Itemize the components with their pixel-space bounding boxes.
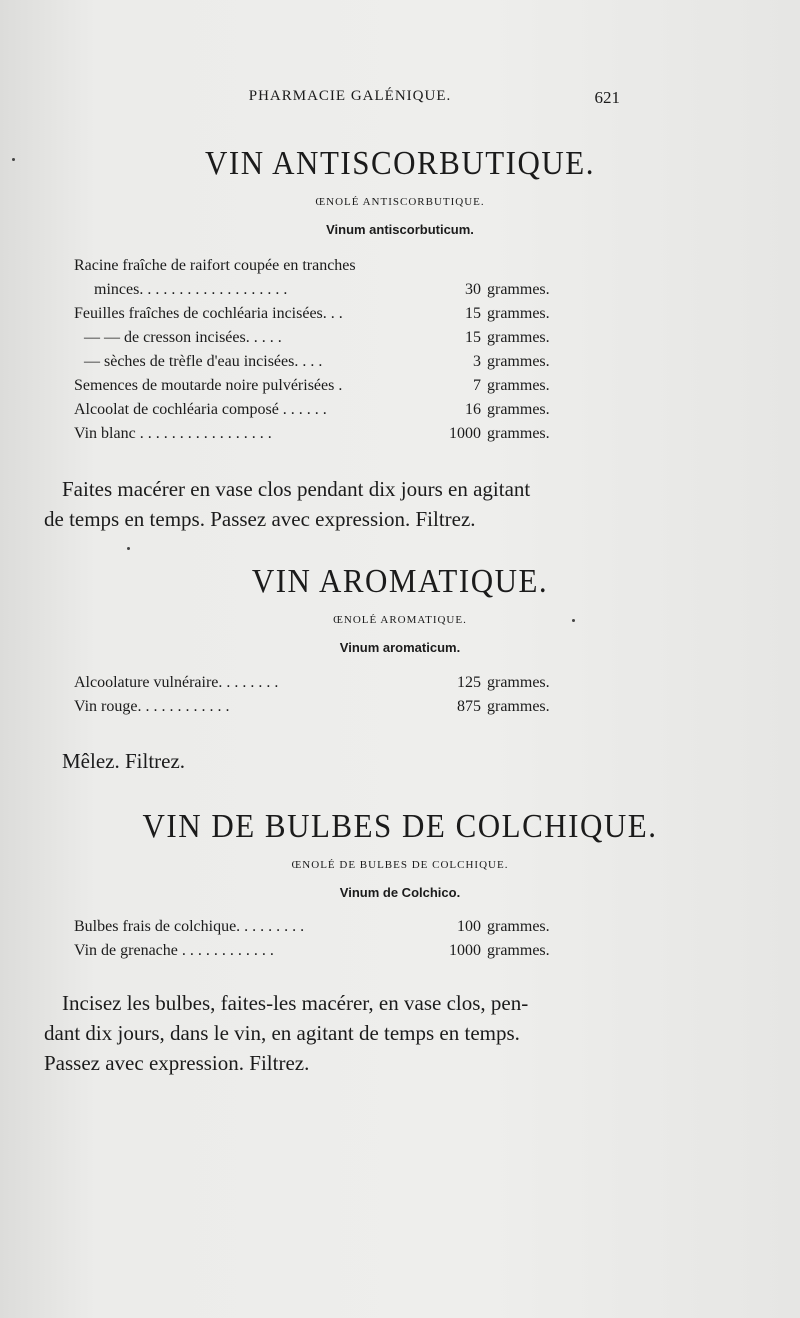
- instructions-paragraph: [62, 746, 618, 776]
- ingredient-unit: grammes.: [487, 305, 550, 322]
- instruction-line: de temps en temps. Passez avec expression. Filtrez.: [44, 507, 476, 531]
- section-title: VIN DE BULBES DE COLCHIQUE.: [142, 806, 658, 845]
- latin-name: Vinum antiscorbuticum.: [326, 222, 474, 237]
- ingredient-name: — sèches de trèfle d'eau incisées. . . .: [84, 353, 323, 370]
- section-title: VIN ANTISCORBUTIQUE.: [205, 143, 595, 182]
- instruction-line: Faites macérer en vase clos pendant dix jours en agitant: [62, 477, 531, 501]
- ingredient-unit: grammes.: [487, 353, 550, 370]
- ingredient-qty: 15: [465, 305, 481, 322]
- ingredient-qty: 15: [465, 329, 481, 346]
- ingredient-line: [84, 353, 568, 375]
- ingredient-line: [74, 674, 568, 696]
- section-subtitle: ŒNOLÉ ANTISCORBUTIQUE.: [315, 196, 485, 208]
- ingredient-name: Alcoolat de cochléaria composé . . . . . .: [74, 401, 327, 418]
- section-title: VIN AROMATIQUE.: [251, 561, 549, 600]
- ingredient-name: — — de cresson incisées. . . . .: [84, 329, 282, 346]
- instructions-paragraph: [44, 474, 600, 534]
- ingredient-line: [74, 918, 568, 940]
- instructions-paragraph: [44, 988, 600, 1078]
- ingredient-name: Vin rouge. . . . . . . . . . . .: [74, 698, 230, 715]
- ingredient-line: [74, 942, 568, 964]
- ingredient-line: [94, 281, 568, 303]
- ingredient-qty: 3: [473, 353, 481, 370]
- ingredient-line: [74, 698, 568, 720]
- ingredient-unit: grammes.: [487, 425, 550, 442]
- ingredient-line: [74, 377, 568, 399]
- page-number: 621: [594, 88, 620, 107]
- ingredient-unit: grammes.: [487, 281, 550, 298]
- instruction-line: Incisez les bulbes, faites-les macérer, en vase clos, pen-: [62, 991, 529, 1015]
- instruction-line: Mêlez. Filtrez.: [62, 749, 186, 773]
- ingredient-qty: 125: [457, 674, 481, 691]
- ingredient-qty: 875: [457, 698, 481, 715]
- ingredient-name: Vin de grenache . . . . . . . . . . . .: [74, 942, 274, 959]
- latin-name: Vinum aromaticum.: [339, 640, 461, 655]
- ingredient-line: [84, 329, 568, 351]
- section-subtitle: ŒNOLÉ AROMATIQUE.: [333, 614, 467, 626]
- ingredient-line: [74, 401, 568, 423]
- running-head: [60, 88, 620, 114]
- ingredient-name: Vin blanc . . . . . . . . . . . . . . . . .: [74, 425, 272, 442]
- ingredient-qty: 16: [465, 401, 481, 418]
- ingredient-line: [74, 305, 568, 327]
- ingredient-qty: 1000: [449, 425, 481, 442]
- print-speck: [127, 547, 130, 550]
- ingredient-qty: 100: [457, 918, 481, 935]
- ingredient-unit: grammes.: [487, 918, 550, 935]
- print-speck: [572, 619, 575, 622]
- ingredient-unit: grammes.: [487, 674, 550, 691]
- ingredient-line: [74, 257, 568, 279]
- ingredient-unit: grammes.: [487, 698, 550, 715]
- ingredient-name: Semences de moutarde noire pulvérisées .: [74, 377, 343, 394]
- latin-name: Vinum de Colchico.: [339, 885, 461, 900]
- ingredient-name: Racine fraîche de raifort coupée en tranches: [74, 257, 356, 274]
- instruction-line: dant dix jours, dans le vin, en agitant de temps en temps.: [44, 1021, 520, 1045]
- running-title: PHARMACIE GALÉNIQUE.: [248, 88, 452, 104]
- ingredient-name: Alcoolature vulnéraire. . . . . . . .: [74, 674, 279, 691]
- ingredient-qty: 30: [465, 281, 481, 298]
- print-speck: [12, 158, 15, 161]
- ingredient-line: [74, 425, 568, 447]
- ingredient-unit: grammes.: [487, 377, 550, 394]
- instruction-line: Passez avec expression. Filtrez.: [44, 1051, 310, 1075]
- ingredient-qty: 1000: [449, 942, 481, 959]
- section-subtitle: ŒNOLÉ DE BULBES DE COLCHIQUE.: [291, 859, 509, 871]
- ingredient-qty: 7: [473, 377, 481, 394]
- ingredient-unit: grammes.: [487, 942, 550, 959]
- ingredient-name: minces. . . . . . . . . . . . . . . . . . .: [94, 281, 288, 298]
- ingredient-unit: grammes.: [487, 329, 550, 346]
- ingredient-unit: grammes.: [487, 401, 550, 418]
- ingredient-name: Bulbes frais de colchique. . . . . . . . .: [74, 918, 305, 935]
- ingredient-name: Feuilles fraîches de cochléaria incisées. . .: [74, 305, 343, 322]
